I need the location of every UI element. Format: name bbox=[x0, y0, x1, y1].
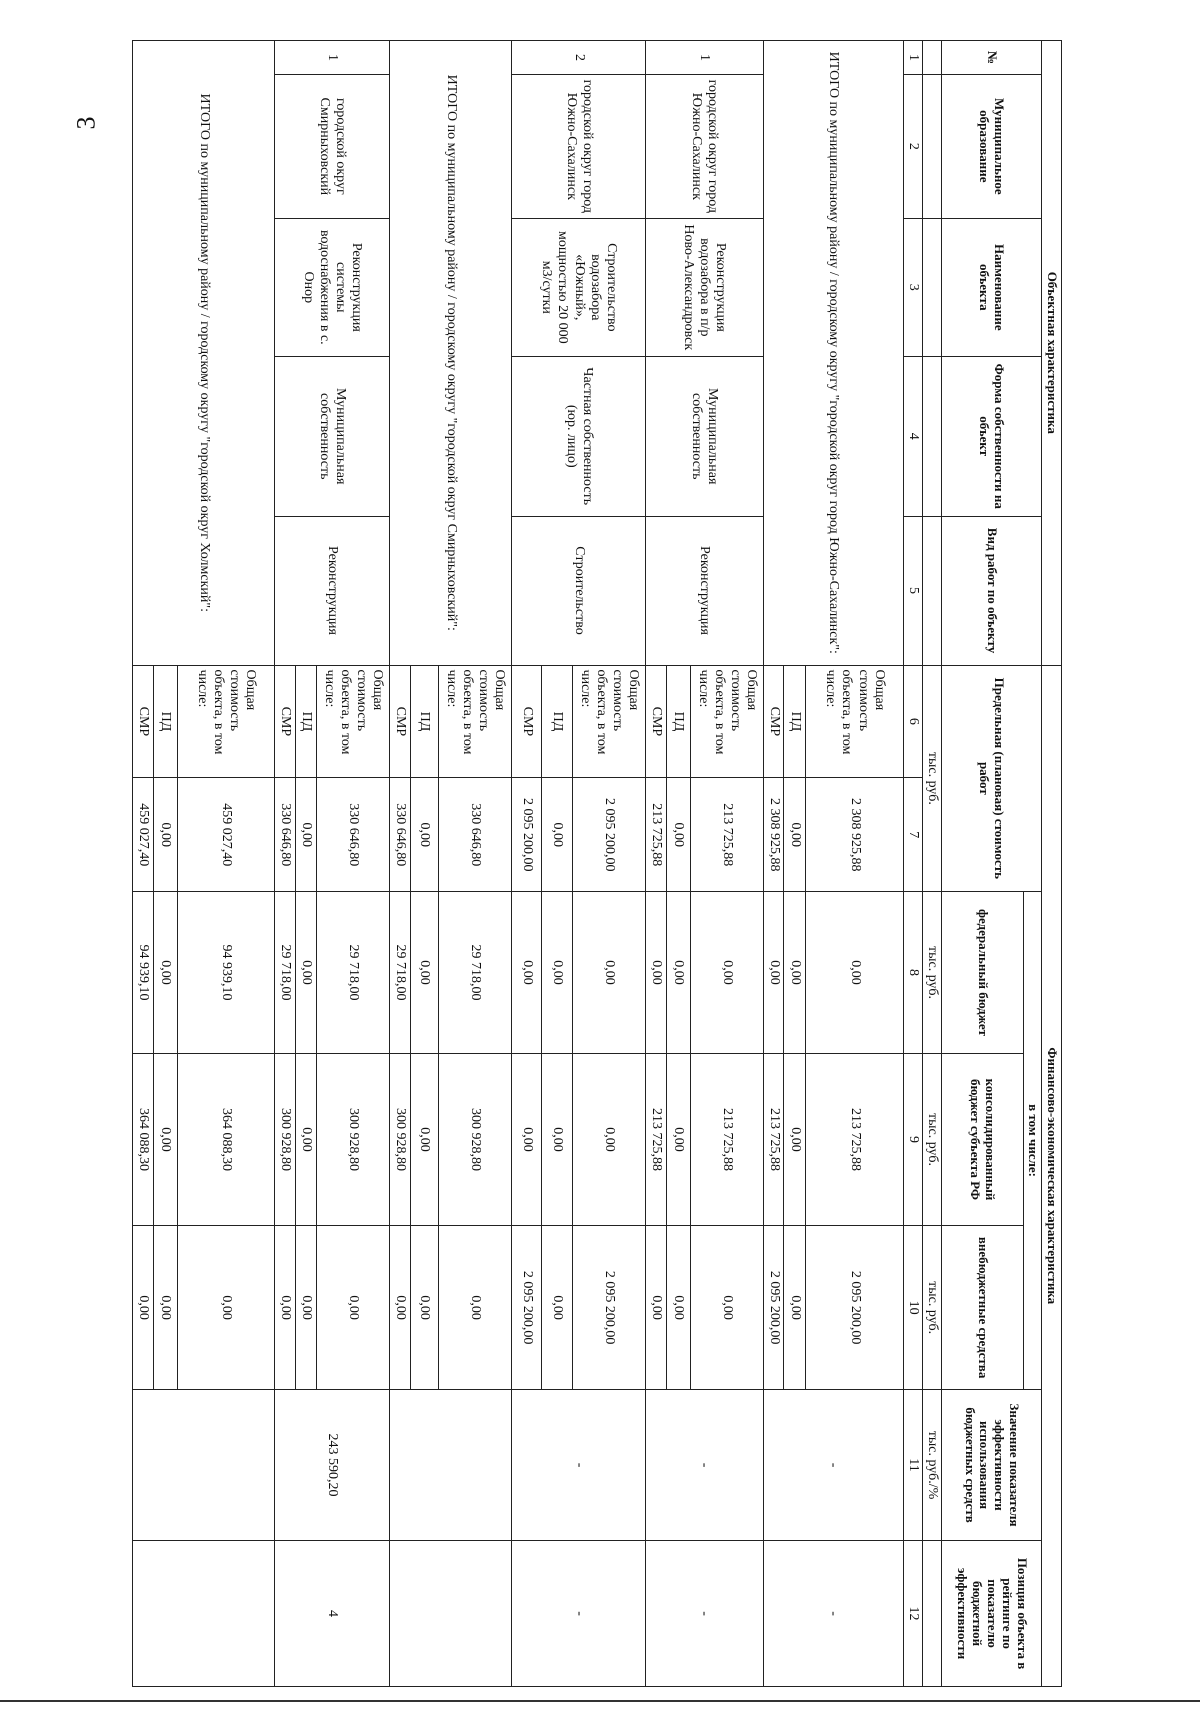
header-financial: Финансово-экономическая характеристика bbox=[1042, 665, 1062, 1686]
total-cost-label: Общая стоимость объекта, в том числе: bbox=[572, 665, 645, 778]
header-col-regional: консолидированный бюджет субъекта РФ bbox=[942, 1053, 1024, 1225]
cell-pd-extrabudget: 0,00 bbox=[153, 1226, 177, 1390]
cell-pd-regional: 0,00 bbox=[666, 1053, 690, 1225]
cell-pd-federal: 0,00 bbox=[410, 892, 438, 1054]
cell-total-extrabudget: 2 095 200,00 bbox=[572, 1226, 645, 1390]
cell-total-extrabudget: 0,00 bbox=[690, 1226, 763, 1390]
col-number-8: 8 bbox=[903, 892, 922, 1054]
cell-smr-extrabudget: 2 095 200,00 bbox=[763, 1226, 784, 1390]
pd-label: ПД bbox=[296, 665, 317, 778]
cell-ownership: Частная собственность (юр. лицо) bbox=[512, 356, 646, 516]
col-number-10: 10 bbox=[903, 1226, 922, 1390]
scan-edge-line bbox=[0, 1700, 1200, 1702]
total-row-title: ИТОГО по муниципальному району / городскому округу "городской округ город Южно-Сахалинск": bbox=[763, 41, 903, 666]
header-col-number: № bbox=[942, 41, 1042, 75]
cell-smr-cost: 2 308 925,88 bbox=[763, 778, 784, 892]
cell-ownership: Муниципальная собственность bbox=[275, 356, 390, 516]
cell-pd-extrabudget: 0,00 bbox=[296, 1226, 317, 1390]
total-cost-label: Общая стоимость объекта, в том числе: bbox=[806, 665, 904, 778]
cell-efficiency-value: - bbox=[512, 1390, 646, 1541]
cell-pd-extrabudget: 0,00 bbox=[666, 1226, 690, 1390]
total-row-title: ИТОГО по муниципальному району / городскому округу "городской округ Холмский": bbox=[133, 41, 275, 666]
smr-label: СМР bbox=[512, 665, 542, 778]
cell-efficiency-value: 243 590,20 bbox=[275, 1390, 390, 1541]
col-number-12: 12 bbox=[903, 1541, 922, 1687]
header-col-rating-position: Позиция объекта в рейтинге по показателю бюджетной эффективности bbox=[942, 1541, 1042, 1687]
cell-efficiency-value: - bbox=[763, 1390, 903, 1541]
cell-smr-regional: 300 928,80 bbox=[390, 1053, 411, 1225]
cell-pd-cost: 0,00 bbox=[784, 778, 806, 892]
unit-cost: тыс. руб. bbox=[922, 665, 941, 892]
pd-label: ПД bbox=[410, 665, 438, 778]
total-cost-label: Общая стоимость объекта, в том числе: bbox=[316, 665, 389, 778]
cell-efficiency-value bbox=[133, 1390, 275, 1541]
cell-smr-extrabudget: 0,00 bbox=[133, 1226, 154, 1390]
header-col-municipality: Муниципальное образование bbox=[942, 75, 1042, 219]
cell-total-federal: 0,00 bbox=[572, 892, 645, 1054]
pd-label: ПД bbox=[666, 665, 690, 778]
cell-ownership: Муниципальная собственность bbox=[645, 356, 763, 516]
cell-total-cost: 2 095 200,00 bbox=[572, 778, 645, 892]
cell-smr-federal: 0,00 bbox=[512, 892, 542, 1054]
cell-total-regional: 213 725,88 bbox=[690, 1053, 763, 1225]
cell-row-number: 2 bbox=[512, 41, 646, 75]
cell-smr-cost: 330 646,80 bbox=[275, 778, 296, 892]
cell-smr-extrabudget: 2 095 200,00 bbox=[512, 1226, 542, 1390]
cell-pd-cost: 0,00 bbox=[666, 778, 690, 892]
cell-total-extrabudget: 0,00 bbox=[177, 1226, 275, 1390]
unit-extrabudget: тыс. руб. bbox=[922, 1226, 941, 1390]
page-number: 3 bbox=[71, 116, 101, 130]
cell-total-regional: 300 928,80 bbox=[316, 1053, 389, 1225]
col-number-7: 7 bbox=[903, 778, 922, 892]
smr-label: СМР bbox=[133, 665, 154, 778]
cell-total-federal: 0,00 bbox=[690, 892, 763, 1054]
cell-total-regional: 213 725,88 bbox=[806, 1053, 904, 1225]
cell-efficiency-value: - bbox=[645, 1390, 763, 1541]
pd-label: ПД bbox=[153, 665, 177, 778]
smr-label: СМР bbox=[275, 665, 296, 778]
cell-smr-extrabudget: 0,00 bbox=[275, 1226, 296, 1390]
cell-pd-federal: 0,00 bbox=[784, 892, 806, 1054]
col-number-1: 1 bbox=[903, 41, 922, 75]
cell-rating-position: - bbox=[645, 1541, 763, 1687]
cell-pd-extrabudget: 0,00 bbox=[410, 1226, 438, 1390]
cell-total-regional: 0,00 bbox=[572, 1053, 645, 1225]
cell-total-regional: 300 928,80 bbox=[438, 1053, 511, 1225]
cell-rating-position bbox=[133, 1541, 275, 1687]
smr-label: СМР bbox=[763, 665, 784, 778]
cell-rating-position: - bbox=[512, 1541, 646, 1687]
header-col-cost: Предельная (плановая) стоимость работ bbox=[942, 665, 1042, 892]
cell-row-number: 1 bbox=[275, 41, 390, 75]
cell-smr-federal: 0,00 bbox=[763, 892, 784, 1054]
cell-efficiency-value bbox=[390, 1390, 512, 1541]
cell-pd-regional: 0,00 bbox=[542, 1053, 572, 1225]
col-number-2: 2 bbox=[903, 75, 922, 219]
cell-total-extrabudget: 0,00 bbox=[316, 1226, 389, 1390]
col-number-9: 9 bbox=[903, 1053, 922, 1225]
cell-pd-federal: 0,00 bbox=[542, 892, 572, 1054]
cell-pd-cost: 0,00 bbox=[296, 778, 317, 892]
cell-object-name: Реконструкция системы водоснабжения в с. Онор bbox=[275, 218, 390, 356]
cell-total-federal: 94 939,10 bbox=[177, 892, 275, 1054]
cell-total-cost: 330 646,80 bbox=[316, 778, 389, 892]
unit-regional: тыс. руб. bbox=[922, 1053, 941, 1225]
cell-work-type: Реконструкция bbox=[645, 516, 763, 665]
cell-rating-position bbox=[390, 1541, 512, 1687]
unit-federal: тыс. руб. bbox=[922, 892, 941, 1054]
cell-smr-regional: 213 725,88 bbox=[763, 1053, 784, 1225]
smr-label: СМР bbox=[645, 665, 666, 778]
header-col-object-name: Наименование объекта bbox=[942, 218, 1042, 356]
pd-label: ПД bbox=[542, 665, 572, 778]
cell-smr-federal: 94 939,10 bbox=[133, 892, 154, 1054]
cell-pd-cost: 0,00 bbox=[410, 778, 438, 892]
cell-smr-cost: 213 725,88 bbox=[645, 778, 666, 892]
cell-pd-regional: 0,00 bbox=[153, 1053, 177, 1225]
cell-pd-regional: 0,00 bbox=[410, 1053, 438, 1225]
cell-work-type: Строительство bbox=[512, 516, 646, 665]
cell-object-name: Реконструкция водозабора в п/р Ново-Александровск bbox=[645, 218, 763, 356]
cell-smr-extrabudget: 0,00 bbox=[390, 1226, 411, 1390]
cell-pd-regional: 0,00 bbox=[296, 1053, 317, 1225]
col-number-5: 5 bbox=[903, 516, 922, 665]
cell-rating-position: - bbox=[763, 1541, 903, 1687]
total-row-title: ИТОГО по муниципальному району / городскому округу "городской округ Смирныховский": bbox=[390, 41, 512, 666]
cell-municipality: городской округ город Южно-Сахалинск bbox=[512, 75, 646, 219]
cell-total-cost: 459 027,40 bbox=[177, 778, 275, 892]
header-col-federal: федеральный бюджет bbox=[942, 892, 1024, 1054]
cell-municipality: городской округ Смирныховский bbox=[275, 75, 390, 219]
cell-total-cost: 330 646,80 bbox=[438, 778, 511, 892]
cell-pd-regional: 0,00 bbox=[784, 1053, 806, 1225]
total-cost-label: Общая стоимость объекта, в том числе: bbox=[177, 665, 275, 778]
cell-row-number: 1 bbox=[645, 41, 763, 75]
cell-pd-extrabudget: 0,00 bbox=[784, 1226, 806, 1390]
cell-total-federal: 29 718,00 bbox=[438, 892, 511, 1054]
cell-smr-regional: 0,00 bbox=[512, 1053, 542, 1225]
cell-smr-federal: 0,00 bbox=[645, 892, 666, 1054]
cell-total-extrabudget: 0,00 bbox=[438, 1226, 511, 1390]
cell-municipality: городской округ город Южно-Сахалинск bbox=[645, 75, 763, 219]
header-objective: Объектная характеристика bbox=[1042, 41, 1062, 666]
cell-pd-federal: 0,00 bbox=[666, 892, 690, 1054]
cell-smr-extrabudget: 0,00 bbox=[645, 1226, 666, 1390]
cell-total-cost: 2 308 925,88 bbox=[806, 778, 904, 892]
cell-pd-federal: 0,00 bbox=[153, 892, 177, 1054]
col-number-11: 11 bbox=[903, 1390, 922, 1541]
cell-total-extrabudget: 2 095 200,00 bbox=[806, 1226, 904, 1390]
total-cost-label: Общая стоимость объекта, в том числе: bbox=[690, 665, 763, 778]
header-including: в том числе: bbox=[1024, 892, 1042, 1390]
rotated-table-container bbox=[132, 40, 1062, 1687]
col-number-4: 4 bbox=[903, 356, 922, 516]
header-col-extrabudget: внебюджетные средства bbox=[942, 1226, 1024, 1390]
cell-smr-regional: 364 088,30 bbox=[133, 1053, 154, 1225]
total-cost-label: Общая стоимость объекта, в том числе: bbox=[438, 665, 511, 778]
cell-smr-federal: 29 718,00 bbox=[390, 892, 411, 1054]
cell-pd-extrabudget: 0,00 bbox=[542, 1226, 572, 1390]
cell-smr-regional: 300 928,80 bbox=[275, 1053, 296, 1225]
cell-pd-cost: 0,00 bbox=[153, 778, 177, 892]
col-number-3: 3 bbox=[903, 218, 922, 356]
cell-total-regional: 364 088,30 bbox=[177, 1053, 275, 1225]
unit-efficiency: тыс. руб./% bbox=[922, 1390, 941, 1541]
smr-label: СМР bbox=[390, 665, 411, 778]
header-col-ownership: Форма собственности на объект bbox=[942, 356, 1042, 516]
cell-total-federal: 29 718,00 bbox=[316, 892, 389, 1054]
header-col-work-type: Вид работ по объекту bbox=[942, 516, 1042, 665]
cell-smr-cost: 459 027,40 bbox=[133, 778, 154, 892]
cell-total-federal: 0,00 bbox=[806, 892, 904, 1054]
header-col-efficiency-value: Значение показателя эффективности использования бюджетных средств bbox=[942, 1390, 1042, 1541]
cell-smr-cost: 330 646,80 bbox=[390, 778, 411, 892]
cell-work-type: Реконструкция bbox=[275, 516, 390, 665]
pd-label: ПД bbox=[784, 665, 806, 778]
cell-smr-cost: 2 095 200,00 bbox=[512, 778, 542, 892]
cell-smr-regional: 213 725,88 bbox=[645, 1053, 666, 1225]
financial-table bbox=[132, 40, 1062, 1687]
cell-object-name: Строительство водозабора «Южный», мощностью 20 000 м3/сутки bbox=[512, 218, 646, 356]
cell-pd-federal: 0,00 bbox=[296, 892, 317, 1054]
cell-total-cost: 213 725,88 bbox=[690, 778, 763, 892]
cell-rating-position: 4 bbox=[275, 1541, 390, 1687]
col-number-6: 6 bbox=[903, 665, 922, 778]
cell-smr-federal: 29 718,00 bbox=[275, 892, 296, 1054]
cell-pd-cost: 0,00 bbox=[542, 778, 572, 892]
